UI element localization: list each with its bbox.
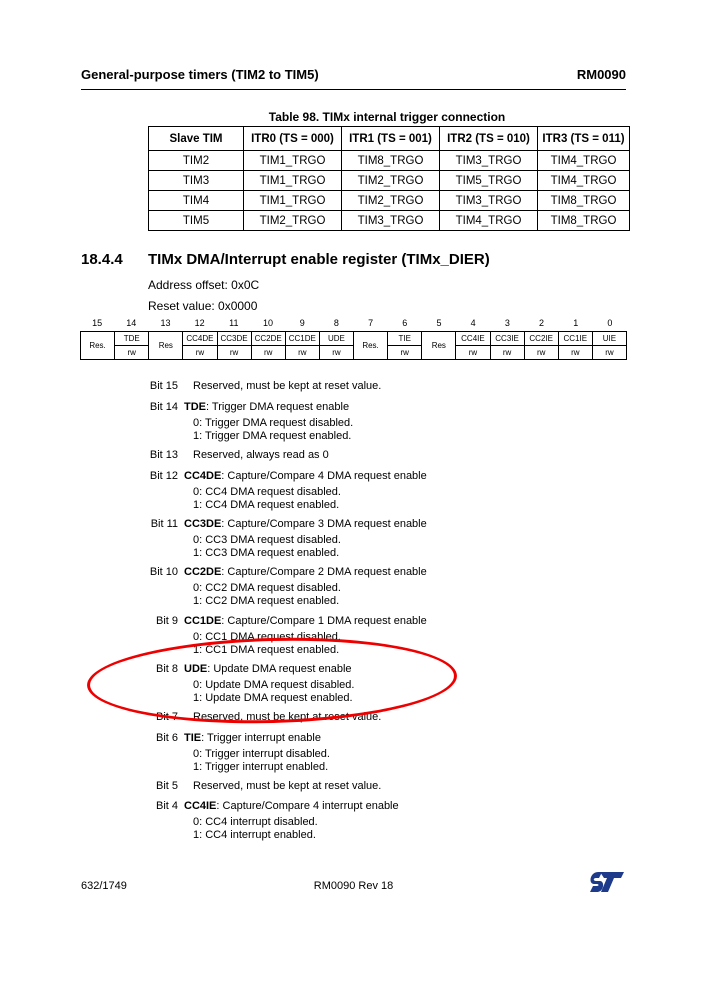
bit-field-text: Reserved, must be kept at reset value. (193, 711, 382, 723)
bit-number: 8 (333, 318, 339, 328)
column-header: Slave TIM (149, 127, 244, 151)
bit-field-text: : Capture/Compare 4 interrupt enable (216, 800, 399, 812)
column-header: ITR3 (TS = 011) (538, 127, 630, 151)
register-field-row (81, 332, 627, 346)
bit-number: 9 (299, 318, 305, 328)
register-access: rw (251, 346, 285, 360)
bit-label: Bit 9 (155, 615, 178, 627)
bit-value-line: 0: Trigger DMA request disabled. (193, 417, 354, 429)
table-cell: TIM4_TRGO (538, 171, 630, 191)
bit-field-text: : Trigger DMA request enable (206, 401, 350, 413)
register-access: rw (456, 346, 490, 360)
section-title: TIMx DMA/Interrupt enable register (TIMx_DIER) (148, 251, 490, 268)
bit-value-line: 0: Update DMA request disabled. (193, 679, 355, 691)
bit-value-line: 1: CC4 interrupt enabled. (193, 829, 316, 841)
register-field: Res (422, 332, 456, 360)
bit-number: 14 (126, 318, 137, 328)
bit-field-text: : Trigger interrupt enable (201, 732, 321, 744)
register-field: CC1IE (558, 332, 592, 346)
header-title: General-purpose timers (TIM2 to TIM5) (81, 67, 319, 82)
table-cell: TIM2_TRGO (342, 191, 440, 211)
register-access: rw (592, 346, 626, 360)
bit-field-text: : Capture/Compare 1 DMA request enable (221, 615, 427, 627)
header-rule (81, 89, 626, 90)
bit-label: Bit 6 (155, 732, 178, 744)
register-access: rw (285, 346, 319, 360)
doc-revision: RM0090 Rev 18 (313, 880, 394, 892)
table-cell: TIM1_TRGO (244, 191, 342, 211)
bit-number: 1 (573, 318, 579, 328)
bit-field-name: UDE (184, 663, 208, 675)
header-doc-id: RM0090 (576, 67, 626, 82)
bit-number: 15 (92, 318, 103, 328)
bit-value-line: 0: CC3 DMA request disabled. (193, 534, 341, 546)
register-field: CC2IE (524, 332, 558, 346)
register-access: rw (490, 346, 524, 360)
bit-field-text: : Update DMA request enable (207, 663, 352, 675)
table-cell: TIM4 (149, 191, 244, 211)
table-cell: TIM8_TRGO (538, 211, 630, 231)
table-cell: TIM5_TRGO (440, 171, 538, 191)
page-number: 632/1749 (81, 880, 127, 892)
register-field: CC2DE (251, 332, 285, 346)
bit-label: Bit 7 (155, 711, 178, 723)
table-cell: TIM4_TRGO (440, 211, 538, 231)
register-field: CC1DE (285, 332, 319, 346)
table-row (149, 151, 630, 171)
bit-number: 2 (539, 318, 545, 328)
bit-label: Bit 5 (155, 780, 178, 792)
column-header: ITR0 (TS = 000) (244, 127, 342, 151)
bit-value-line: 0: Trigger interrupt disabled. (193, 748, 330, 760)
register-map (80, 331, 627, 360)
bit-field-name: CC3DE (184, 518, 222, 530)
register-access: rw (217, 346, 251, 360)
register-access: rw (319, 346, 353, 360)
bit-label: Bit 12 (149, 470, 178, 482)
table-row (149, 191, 630, 211)
st-logo-icon (590, 870, 626, 894)
column-header: ITR2 (TS = 010) (440, 127, 538, 151)
bit-field-name: CC4DE (184, 470, 222, 482)
register-field: Res. (354, 332, 388, 360)
table-cell: TIM2_TRGO (342, 171, 440, 191)
table-cell: TIM3_TRGO (440, 151, 538, 171)
bit-label: Bit 13 (149, 449, 178, 461)
bit-value-line: 0: CC2 DMA request disabled. (193, 582, 341, 594)
bit-number: 5 (436, 318, 442, 328)
register-access: rw (558, 346, 592, 360)
bit-label: Bit 14 (149, 401, 178, 413)
bit-number-row (80, 318, 627, 330)
register-field: Res. (81, 332, 115, 360)
bit-value-line: 0: CC4 interrupt disabled. (193, 816, 318, 828)
bit-number: 12 (194, 318, 205, 328)
section-number: 18.4.4 (81, 251, 123, 268)
register-field: UIE (592, 332, 626, 346)
bit-number: 7 (368, 318, 374, 328)
reset-value: Reset value: 0x0000 (148, 299, 258, 313)
address-offset: Address offset: 0x0C (148, 278, 260, 292)
table-cell: TIM8_TRGO (538, 191, 630, 211)
bit-field-name: TDE (184, 401, 206, 413)
bit-value-line: 1: Trigger DMA request enabled. (193, 430, 352, 442)
register-field: Res (149, 332, 183, 360)
table-row (149, 211, 630, 231)
bit-field-text: : Capture/Compare 3 DMA request enable (221, 518, 427, 530)
table-cell: TIM3_TRGO (342, 211, 440, 231)
bit-number: 13 (160, 318, 171, 328)
bit-label: Bit 15 (149, 380, 178, 392)
trigger-table (148, 126, 630, 231)
table-cell: TIM1_TRGO (244, 151, 342, 171)
bit-label: Bit 10 (149, 566, 178, 578)
bit-value-line: 1: Trigger interrupt enabled. (193, 761, 329, 773)
bit-number: 3 (504, 318, 510, 328)
register-field: TIE (388, 332, 422, 346)
bit-value-line: 1: CC1 DMA request enabled. (193, 644, 340, 656)
table-row (149, 171, 630, 191)
register-access: rw (183, 346, 217, 360)
register-field: CC3IE (490, 332, 524, 346)
bit-value-line: 1: CC3 DMA request enabled. (193, 547, 340, 559)
bit-value-line: 0: CC4 DMA request disabled. (193, 486, 341, 498)
bit-value-line: 1: CC4 DMA request enabled. (193, 499, 340, 511)
table-cell: TIM4_TRGO (538, 151, 630, 171)
table-cell: TIM3 (149, 171, 244, 191)
table-cell: TIM1_TRGO (244, 171, 342, 191)
bit-number: 0 (607, 318, 613, 328)
register-field: UDE (319, 332, 353, 346)
table-caption: Table 98. TIMx internal trigger connection (268, 110, 506, 124)
bit-number: 6 (402, 318, 408, 328)
table-cell: TIM2 (149, 151, 244, 171)
bit-field-name: TIE (184, 732, 202, 744)
table-header-row (149, 127, 630, 151)
bit-label: Bit 4 (155, 800, 178, 812)
register-field: TDE (115, 332, 149, 346)
bit-label: Bit 11 (150, 518, 178, 530)
register-field: CC3DE (217, 332, 251, 346)
column-header: ITR1 (TS = 001) (342, 127, 440, 151)
table-cell: TIM2_TRGO (244, 211, 342, 231)
bit-value-line: 1: Update DMA request enabled. (193, 692, 353, 704)
register-access: rw (388, 346, 422, 360)
bit-label: Bit 8 (155, 663, 178, 675)
bit-field-text: : Capture/Compare 2 DMA request enable (221, 566, 427, 578)
bit-number: 11 (229, 318, 239, 328)
table-cell: TIM3_TRGO (440, 191, 538, 211)
bit-value-line: 1: CC2 DMA request enabled. (193, 595, 340, 607)
bit-field-name: CC1DE (184, 615, 222, 627)
register-access: rw (115, 346, 149, 360)
bit-value-line: 0: CC1 DMA request disabled. (193, 631, 341, 643)
bit-number: 4 (470, 318, 476, 328)
table-cell: TIM5 (149, 211, 244, 231)
bit-field-text: Reserved, must be kept at reset value. (193, 780, 382, 792)
highlight-ellipse (86, 633, 458, 728)
table-cell: TIM8_TRGO (342, 151, 440, 171)
register-access: rw (524, 346, 558, 360)
bit-field-text: Reserved, must be kept at reset value. (193, 380, 382, 392)
register-field: CC4IE (456, 332, 490, 346)
bit-field-text: Reserved, always read as 0 (193, 449, 329, 461)
bit-field-name: CC2DE (184, 566, 222, 578)
bit-number: 10 (263, 318, 274, 328)
bit-field-text: : Capture/Compare 4 DMA request enable (221, 470, 427, 482)
bit-field-name: CC4IE (184, 800, 217, 812)
register-field: CC4DE (183, 332, 217, 346)
